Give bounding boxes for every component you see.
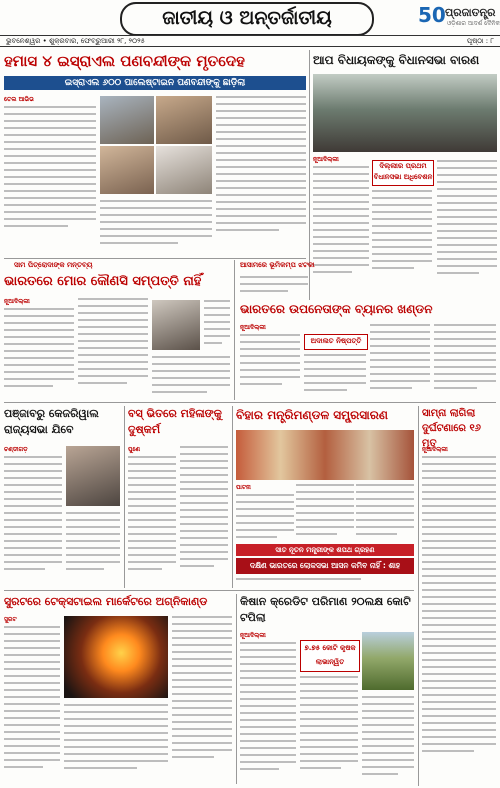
tunnel-body: [422, 446, 496, 784]
surat-fire-photo: [64, 616, 168, 698]
column-rule: [124, 406, 125, 588]
surat-byline: ସୁରଟ: [4, 616, 17, 623]
kejriwal-photo: [66, 446, 120, 506]
hostage-photo-1: [100, 96, 154, 144]
gujarat-body-col4: [434, 324, 496, 394]
bus-headline: ବସ୍ ଭିତରେ ମହିଳାଙ୍କୁ ଦୁଷ୍କର୍ମ: [128, 407, 222, 436]
gujarat-headline: ଭାରତରେ ଉପନେତାଙ୍କ ବ୍ୟାନର ଖଣ୍ଡନ: [240, 302, 433, 316]
kejriwal-byline: ଚଣ୍ଡୀଗଡ଼: [4, 446, 28, 453]
pitroda-kicker: ସାମ ପିତ୍ରୋଦାଙ୍କ ମନ୍ତବ୍ୟ: [14, 261, 93, 269]
anniversary-logo: 50: [418, 3, 446, 27]
bus-headline-box: [128, 406, 228, 442]
brand-name: ପ୍ରଜାତନ୍ତ୍ର: [445, 6, 496, 19]
kisan-body-col3: [362, 696, 414, 780]
kejriwal-body-col1: [4, 446, 62, 586]
surat-body-col3: [172, 616, 232, 763]
aap-inset-label: ଦିଲ୍ଲୀର ପ୍ରଥମ ବିଧାନସଭା ଅଧିବେଶନ: [372, 160, 434, 186]
aap-headline-box: [313, 50, 497, 72]
hamas-body: [4, 96, 96, 256]
page-number: ପୃଷ୍ଠା : ୮: [466, 37, 494, 45]
kejriwal-body-col2: [66, 512, 120, 575]
pitroda-body-col2: [78, 298, 148, 389]
pitroda-body-col3: [152, 356, 230, 398]
bihar-body-col1: [236, 484, 294, 544]
bihar-byline: ପାଟନା: [236, 484, 251, 491]
hamas-byline: ତେଲ ଆଭିଭ: [4, 96, 34, 103]
surat-headline: ସୁରଟରେ ଟେକ୍ସଟାଇଲ ମାର୍କେଟରେ ଅଗ୍ନିକାଣ୍ଡ: [4, 595, 208, 608]
dateline-bar: [0, 35, 500, 47]
gujarat-kicker: ଆସାମରେ ଭୂମିକମ୍ପ ଝଟକା: [240, 261, 315, 269]
bihar-ministers-photo: [236, 430, 414, 480]
kisan-headline-box: [240, 594, 416, 628]
hamas-headline: ହମାସ ୪ ଇସ୍ରାଏଲ ପଣବନ୍ଦୀଙ୍କ ମୃତଦେହ: [4, 52, 245, 70]
column-rule: [236, 594, 237, 784]
gujarat-headline-box: [240, 300, 496, 320]
aap-protest-photo: [313, 74, 497, 152]
aap-body-col2: [372, 190, 432, 274]
pitroda-photo: [152, 300, 200, 350]
aap-body-col3: [437, 160, 497, 279]
pitroda-byline: ନୂଆଦିଲ୍ଲୀ: [4, 298, 30, 305]
row-rule: [4, 590, 414, 591]
bus-byline: ପୁଣେ: [128, 446, 141, 453]
hostage-photo-4: [156, 146, 212, 194]
bihar-banner-2: ଦକ୍ଷିଣ ଭାରତରେ ଲୋକସଭା ଆସନ କମିବ ନାହିଁ : ଶାହ: [236, 558, 414, 574]
hamas-photo-caption: [100, 200, 212, 249]
pitroda-sidebar: [204, 300, 230, 349]
bihar-banner-1: ସାତ ନୂତନ ମନ୍ତ୍ରୀଙ୍କ ଶପଥ ଗ୍ରହଣ: [236, 544, 414, 556]
dateline: ଭୁବନେଶ୍ୱର • ଶୁକ୍ରବାର, ଫେବ୍ରୁଆରୀ ୨୮, ୨୦୨୫: [6, 37, 145, 45]
kisan-farmer-photo: [362, 632, 414, 690]
gujarat-body-col2: [304, 354, 366, 396]
gujarat-body-col3: [370, 324, 430, 394]
kejriwal-headline-box: [4, 406, 120, 442]
kisan-headline: କିଷାନ କ୍ରେଡିଟ ପରିମାଣ ୨୦ଲକ୍ଷ କୋଟି ଟପିଲା: [240, 595, 411, 624]
hamas-headline-box: [4, 50, 306, 74]
row-rule: [4, 402, 496, 403]
bihar-body-col3: [356, 484, 414, 540]
bihar-body-col2: [296, 484, 354, 540]
column-rule: [418, 406, 419, 786]
masthead: [0, 0, 500, 34]
pitroda-body-col1: [4, 298, 74, 398]
row-rule: [4, 258, 306, 259]
kisan-body-col1: [240, 632, 296, 784]
surat-headline-box: [4, 594, 232, 612]
column-rule: [234, 260, 235, 400]
aap-byline: ନୂଆଦିଲ୍ଲୀ: [313, 156, 339, 163]
kejriwal-headline: ପଞ୍ଜାବରୁ କେଜରିୱାଲ ରାଜ୍ୟସଭା ଯିବେ: [4, 407, 99, 436]
bihar-banner-body: [236, 578, 414, 585]
bus-body-col2: [180, 446, 228, 572]
gujarat-body-col1: [240, 324, 300, 398]
bihar-headline-box: [236, 406, 414, 426]
brand-tagline: ଓଡ଼ିଶାର ଆଦର୍ଶ ଦୈନିକ: [447, 20, 500, 27]
bus-body-col1: [128, 446, 176, 586]
hostage-photo-2: [156, 96, 212, 144]
hamas-subhead: ଇସ୍ରାଏଲ ୬୦୦ ପାଲେଷ୍ଟାଇନ ପଣବନ୍ଦୀଙ୍କୁ ଛାଡ଼ିଲା: [4, 76, 306, 90]
kisan-tag: ୭.୭୫ କୋଟି କୃଷକ ଲାଭାନ୍ୱିତ: [300, 640, 360, 672]
surat-body-col2: [64, 704, 168, 774]
gujarat-boxed-label: ଅଦାଲତ ନିଷ୍ପତ୍ତି: [304, 334, 368, 350]
column-rule: [232, 406, 233, 588]
tunnel-headline-box: [422, 406, 496, 449]
bihar-headline: ବିହାର ମନ୍ତ୍ରିମଣ୍ଡଳ ସମ୍ପ୍ରସାରଣ: [236, 408, 388, 422]
gujarat-byline: ନୂଆଦିଲ୍ଲୀ: [240, 324, 266, 331]
aap-headline: ଆପ ବିଧାୟକଙ୍କୁ ବିଧାନସଭା ବାରଣ: [313, 53, 480, 67]
kisan-byline: ନୂଆଦିଲ୍ଲୀ: [240, 632, 266, 639]
surat-body-col1: [4, 616, 60, 784]
hamas-body-col3: [216, 96, 306, 236]
pitroda-headline-box: [4, 272, 230, 294]
tunnel-headline: ସାମ୍ନା ଲାଗିଲା ଦୁର୍ଘଟଣାରେ ୧୬ ମୃତ: [422, 408, 481, 449]
kisan-body-col2: [300, 676, 358, 774]
hostage-photo-3: [100, 146, 154, 194]
aap-body-col1: [313, 156, 369, 296]
gujarat-brief: [240, 276, 308, 297]
pitroda-headline: ଭାରତରେ ମୋର କୌଣସି ସମ୍ପତ୍ତି ନାହିଁ: [4, 274, 202, 289]
section-title: ଜାତୀୟ ଓ ଅନ୍ତର୍ଜାତୀୟ: [120, 2, 374, 36]
tunnel-byline: ନୂଆଦିଲ୍ଲୀ: [422, 446, 448, 453]
